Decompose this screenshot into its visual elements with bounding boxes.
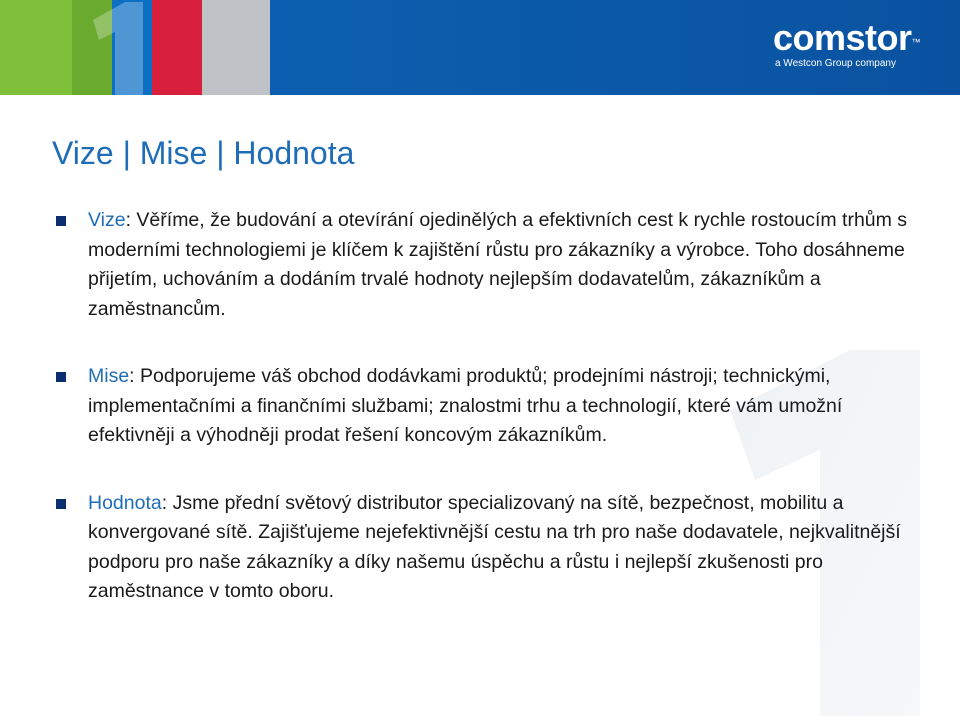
trademark-mark: ™ bbox=[911, 37, 920, 47]
bullet-label: Mise bbox=[88, 365, 130, 387]
bullet-list bbox=[52, 206, 932, 607]
company-logo bbox=[773, 18, 920, 69]
logo-wordmark: comstor bbox=[772, 17, 912, 58]
decor-stripe bbox=[202, 0, 270, 95]
list-item bbox=[52, 362, 932, 451]
bullet-label: Vize bbox=[88, 209, 126, 231]
numeral-one-graphic bbox=[55, 0, 175, 95]
bullet-text: : Věříme, že budování a otevírání ojedinělých a efektivních cest k rychle rostoucím trhům s moderními technologiemi je klíčem k zajištění růstu pro zákazníky a výrobce. Toho dosáhneme přijetím, uchováním a dodáním trvalé hodnoty nejlepším dodavatelům, zákazníkům a zaměstnancům. bbox=[88, 209, 908, 320]
bullet-text: : Jsme přední světový distributor specializovaný na sítě, bezpečnost, mobilitu a konvergované sítě. Zajišťujeme nejefektivnější cestu na trh pro naše dodavatele, nejkvalitnější podporu pro naše zákazníky a díky našemu úspěchu a růstu i nejlepší zkušenosti pro zaměstnance v tomto oboru. bbox=[88, 491, 901, 602]
bullet-text: : Podporujeme váš obchod dodávkami produktů; prodejními nástroji; technickými, implementačními a finančními službami; znalostmi trhu a technologií, které vám umožní efektivněji a výhodněji prodat řešení koncovým zákazníkům. bbox=[88, 365, 843, 446]
list-item bbox=[52, 206, 932, 324]
bullet-square-icon bbox=[56, 216, 66, 226]
logo-tagline: a Westcon Group company bbox=[774, 58, 896, 69]
bullet-square-icon bbox=[56, 499, 66, 509]
bullet-square-icon bbox=[56, 372, 66, 382]
header-banner bbox=[0, 0, 960, 95]
list-item bbox=[52, 489, 932, 607]
page-title: Vize | Mise | Hodnota bbox=[52, 135, 355, 171]
bullet-label: Hodnota bbox=[88, 491, 162, 514]
